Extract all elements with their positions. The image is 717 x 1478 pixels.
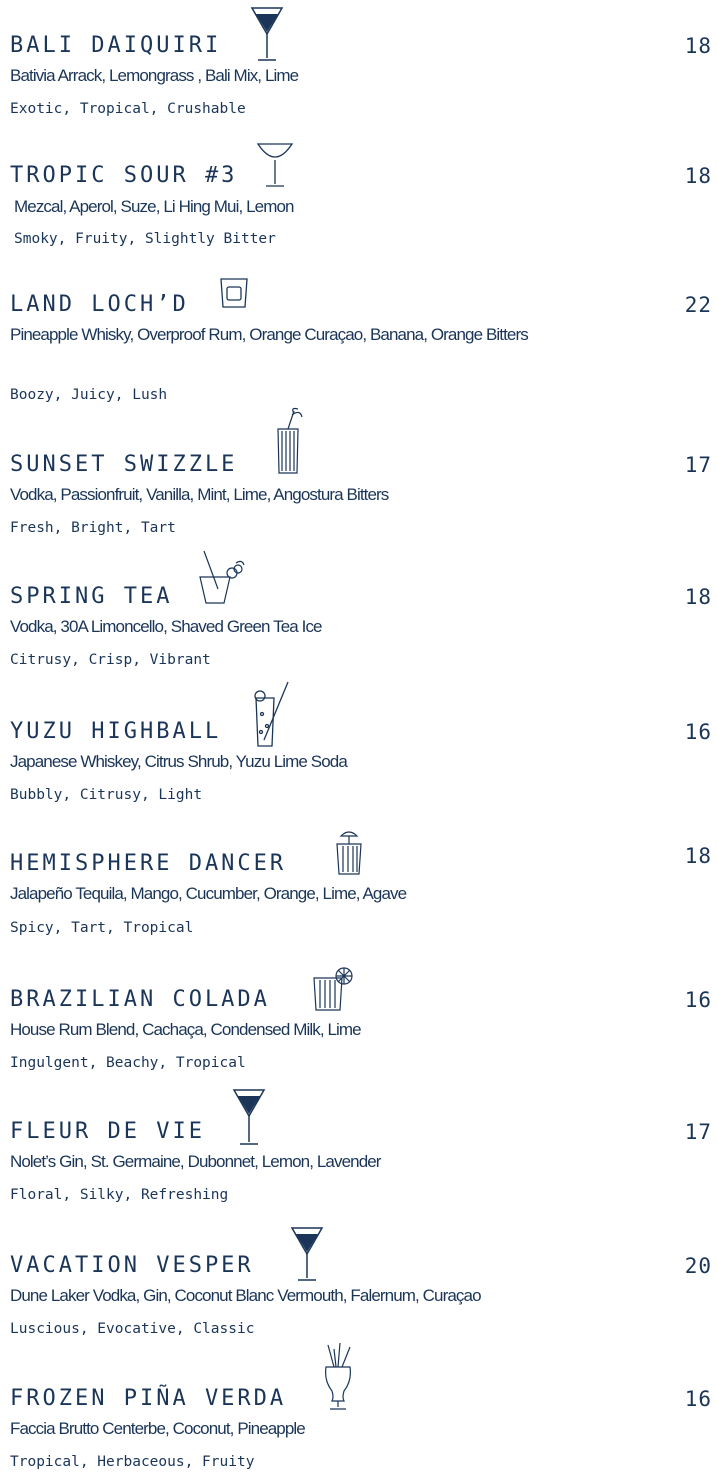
- drink-tags: Fresh, Bright, Tart: [10, 520, 176, 536]
- drink-ingredients: Jalapeño Tequila, Mango, Cucumber, Orange, Lime, Agave: [10, 884, 407, 903]
- drink-ingredients: Bativia Arrack, Lemongrass , Bali Mix, Lime: [10, 66, 299, 85]
- drink-name: YUZU HIGHBALL: [10, 719, 222, 744]
- drink-tags: Boozy, Juicy, Lush: [10, 387, 168, 403]
- drink-price: 17: [684, 453, 712, 477]
- umbrella-tumbler-icon: [332, 828, 366, 878]
- drink-price: 20: [684, 1254, 712, 1278]
- drink-price: 18: [684, 164, 712, 188]
- martini-glass-icon: [232, 1086, 266, 1148]
- drink-tags: Spicy, Tart, Tropical: [10, 920, 194, 936]
- hurricane-glass-icon: [318, 1341, 362, 1413]
- drink-ingredients: Japanese Whiskey, Citrus Shrub, Yuzu Lime Soda: [10, 752, 347, 771]
- citrus-tumbler-icon: [310, 964, 358, 1014]
- martini-glass-icon: [290, 1224, 324, 1284]
- drink-name: BALI DAIQUIRI: [10, 33, 222, 58]
- drink-ingredients: Vodka, 30A Limoncello, Shaved Green Tea Ice: [10, 617, 322, 636]
- drink-price: 17: [684, 1120, 712, 1144]
- drink-name: FLEUR DE VIE: [10, 1119, 205, 1144]
- tea-cocktail-glass-icon: [196, 549, 248, 609]
- drink-name: TROPIC SOUR #3: [10, 163, 238, 188]
- drink-ingredients: Faccia Brutto Centerbe, Coconut, Pineapple: [10, 1419, 305, 1438]
- drink-price: 22: [684, 293, 712, 317]
- drink-ingredients: Mezcal, Aperol, Suze, Li Hing Mui, Lemon: [14, 197, 294, 216]
- martini-glass-icon: [250, 4, 284, 64]
- drink-name: FROZEN PIÑA VERDA: [10, 1386, 287, 1411]
- highball-glass-icon: [248, 680, 294, 750]
- drink-name: BRAZILIAN COLADA: [10, 987, 270, 1012]
- drink-ingredients: House Rum Blend, Cachaça, Condensed Milk, Lime: [10, 1020, 361, 1039]
- drink-name: SPRING TEA: [10, 584, 173, 609]
- rocks-glass-icon: [218, 275, 250, 311]
- drink-tags: Exotic, Tropical, Crushable: [10, 101, 246, 117]
- drink-price: 16: [684, 720, 712, 744]
- drink-name: VACATION VESPER: [10, 1253, 254, 1278]
- drink-name: SUNSET SWIZZLE: [10, 452, 238, 477]
- drink-ingredients: Nolet’s Gin, St. Germaine, Dubonnet, Lemon, Lavender: [10, 1152, 381, 1171]
- drink-tags: Smoky, Fruity, Slightly Bitter: [14, 231, 276, 247]
- coupe-glass-icon: [256, 140, 294, 190]
- drink-tags: Ingulgent, Beachy, Tropical: [10, 1055, 246, 1071]
- drink-tags: Bubbly, Citrusy, Light: [10, 787, 203, 803]
- drink-price: 18: [684, 34, 712, 58]
- drink-price: 16: [684, 988, 712, 1012]
- drink-name: HEMISPHERE DANCER: [10, 851, 287, 876]
- drink-tags: Citrusy, Crisp, Vibrant: [10, 652, 211, 668]
- drink-price: 16: [684, 1387, 712, 1411]
- drink-price: 18: [684, 844, 712, 868]
- drink-tags: Floral, Silky, Refreshing: [10, 1187, 229, 1203]
- drink-ingredients: Pineapple Whisky, Overproof Rum, Orange Curaçao, Banana, Orange Bitters: [10, 325, 528, 344]
- drink-ingredients: Dune Laker Vodka, Gin, Coconut Blanc Vermouth, Falernum, Curaçao: [10, 1286, 481, 1305]
- drink-tags: Tropical, Herbaceous, Fruity: [10, 1454, 255, 1470]
- drink-ingredients: Vodka, Passionfruit, Vanilla, Mint, Lime, Angostura Bitters: [10, 485, 389, 504]
- drink-tags: Luscious, Evocative, Classic: [10, 1321, 255, 1337]
- drink-name: LAND LOCH’D: [10, 292, 189, 317]
- drink-price: 18: [684, 585, 712, 609]
- swizzle-glass-icon: [272, 407, 308, 477]
